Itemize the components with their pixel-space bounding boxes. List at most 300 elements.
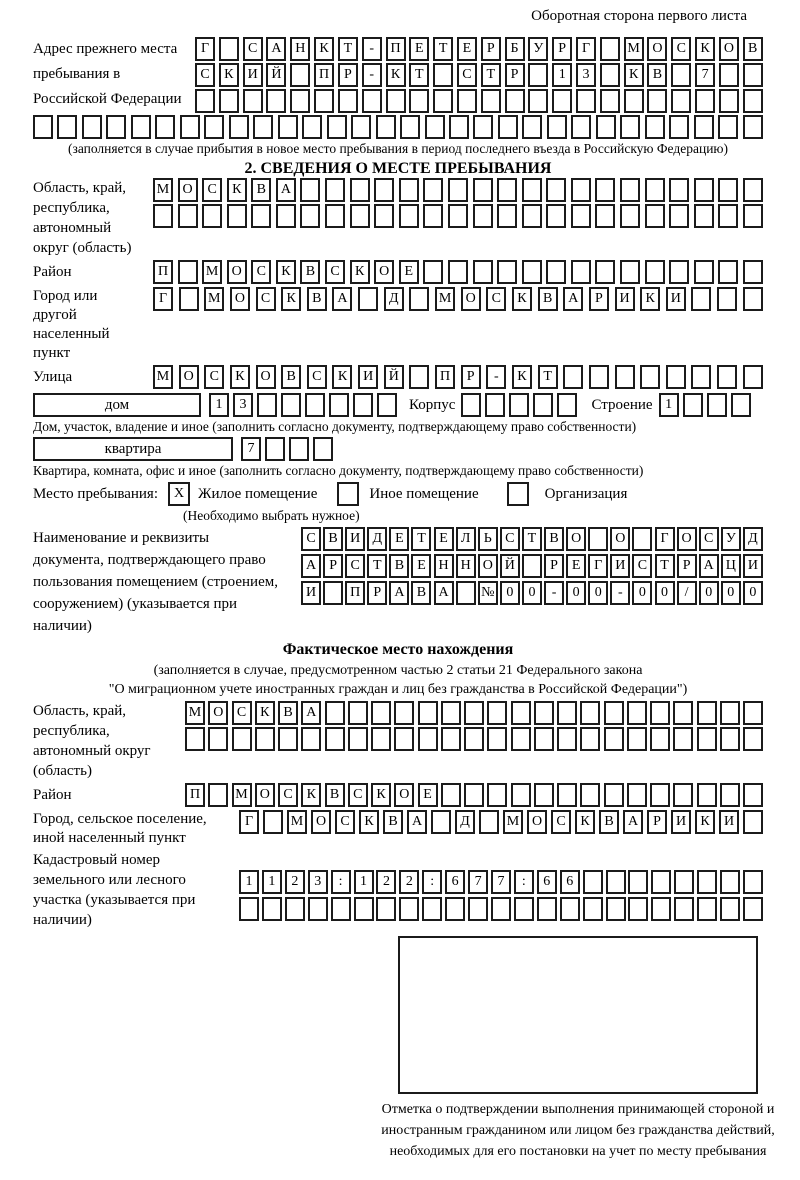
char-cell[interactable] xyxy=(546,260,566,284)
char-cell[interactable]: Г xyxy=(153,287,173,311)
char-cell[interactable] xyxy=(422,897,442,921)
char-cell[interactable]: К xyxy=(695,37,715,61)
char-cell[interactable] xyxy=(399,178,419,202)
char-cell[interactable]: В xyxy=(743,37,763,61)
char-cell[interactable] xyxy=(106,115,126,139)
char-cell[interactable]: 2 xyxy=(285,870,305,894)
char-cell[interactable]: О xyxy=(179,365,199,389)
char-cell[interactable] xyxy=(511,701,531,725)
char-cell[interactable] xyxy=(650,783,670,807)
char-cell[interactable]: 0 xyxy=(632,581,652,605)
char-cell[interactable] xyxy=(691,287,711,311)
char-cell[interactable]: С xyxy=(671,37,691,61)
char-cell[interactable] xyxy=(669,115,689,139)
char-cell[interactable]: О xyxy=(527,810,547,834)
char-cell[interactable]: И xyxy=(666,287,686,311)
char-cell[interactable]: : xyxy=(331,870,351,894)
char-cell[interactable] xyxy=(473,204,493,228)
char-cell[interactable] xyxy=(409,89,429,113)
char-cell[interactable] xyxy=(350,204,370,228)
char-cell[interactable]: Р xyxy=(677,554,697,578)
char-cell[interactable] xyxy=(208,727,228,751)
char-cell[interactable] xyxy=(743,810,763,834)
char-cell[interactable] xyxy=(479,810,499,834)
char-cell[interactable] xyxy=(650,701,670,725)
char-cell[interactable] xyxy=(528,89,548,113)
char-cell[interactable] xyxy=(720,870,740,894)
char-cell[interactable] xyxy=(694,260,714,284)
char-cell[interactable] xyxy=(155,115,175,139)
char-cell[interactable]: 0 xyxy=(566,581,586,605)
char-cell[interactable]: К xyxy=(281,287,301,311)
char-cell[interactable]: 0 xyxy=(743,581,763,605)
char-cell[interactable] xyxy=(743,897,763,921)
char-cell[interactable] xyxy=(697,783,717,807)
char-cell[interactable]: Н xyxy=(434,554,454,578)
char-cell[interactable]: С xyxy=(632,554,652,578)
char-cell[interactable]: 7 xyxy=(468,870,488,894)
char-cell[interactable] xyxy=(651,897,671,921)
char-cell[interactable]: 6 xyxy=(445,870,465,894)
char-cell[interactable] xyxy=(329,393,349,417)
char-cell[interactable] xyxy=(348,727,368,751)
char-cell[interactable]: Ь xyxy=(478,527,498,551)
char-cell[interactable]: 2 xyxy=(399,870,419,894)
char-cell[interactable]: Т xyxy=(655,554,675,578)
char-cell[interactable] xyxy=(423,178,443,202)
char-cell[interactable] xyxy=(673,727,693,751)
char-cell[interactable]: В xyxy=(383,810,403,834)
char-cell[interactable]: В xyxy=(251,178,271,202)
char-cell[interactable] xyxy=(325,701,345,725)
char-cell[interactable] xyxy=(620,178,640,202)
char-cell[interactable] xyxy=(580,783,600,807)
char-cell[interactable] xyxy=(717,287,737,311)
char-cell[interactable]: 0 xyxy=(721,581,741,605)
char-cell[interactable] xyxy=(464,727,484,751)
char-cell[interactable] xyxy=(487,727,507,751)
char-cell[interactable]: П xyxy=(185,783,205,807)
char-cell[interactable] xyxy=(743,204,763,228)
char-cell[interactable]: Е xyxy=(411,554,431,578)
char-cell[interactable]: М xyxy=(624,37,644,61)
char-cell[interactable] xyxy=(511,727,531,751)
char-cell[interactable] xyxy=(57,115,77,139)
char-cell[interactable] xyxy=(302,115,322,139)
char-cell[interactable] xyxy=(588,527,608,551)
char-cell[interactable]: С xyxy=(301,527,321,551)
char-cell[interactable] xyxy=(431,810,451,834)
char-cell[interactable] xyxy=(33,115,53,139)
char-cell[interactable]: : xyxy=(514,870,534,894)
char-cell[interactable]: С xyxy=(325,260,345,284)
char-cell[interactable]: Д xyxy=(455,810,475,834)
char-cell[interactable]: О xyxy=(566,527,586,551)
char-cell[interactable]: С xyxy=(256,287,276,311)
char-cell[interactable]: П xyxy=(386,37,406,61)
char-cell[interactable] xyxy=(624,89,644,113)
char-cell[interactable]: № xyxy=(478,581,498,605)
char-cell[interactable] xyxy=(522,204,542,228)
char-cell[interactable] xyxy=(485,393,505,417)
char-cell[interactable]: Е xyxy=(389,527,409,551)
char-cell[interactable]: К xyxy=(512,287,532,311)
char-cell[interactable] xyxy=(589,365,609,389)
char-cell[interactable]: О xyxy=(719,37,739,61)
char-cell[interactable] xyxy=(719,89,739,113)
char-cell[interactable]: В xyxy=(325,783,345,807)
char-cell[interactable] xyxy=(694,115,714,139)
char-cell[interactable] xyxy=(376,115,396,139)
char-cell[interactable]: : xyxy=(422,870,442,894)
char-cell[interactable]: Н xyxy=(456,554,476,578)
char-cell[interactable]: У xyxy=(528,37,548,61)
char-cell[interactable]: Й xyxy=(266,63,286,87)
char-cell[interactable] xyxy=(719,63,739,87)
char-cell[interactable]: С xyxy=(335,810,355,834)
char-cell[interactable]: А xyxy=(563,287,583,311)
char-cell[interactable]: В xyxy=(278,701,298,725)
char-cell[interactable] xyxy=(645,204,665,228)
char-cell[interactable]: 0 xyxy=(500,581,520,605)
char-cell[interactable]: Р xyxy=(461,365,481,389)
char-cell[interactable] xyxy=(358,287,378,311)
char-cell[interactable] xyxy=(600,37,620,61)
char-cell[interactable] xyxy=(487,701,507,725)
char-cell[interactable]: И xyxy=(301,581,321,605)
char-cell[interactable] xyxy=(514,897,534,921)
char-cell[interactable]: И xyxy=(671,810,691,834)
char-cell[interactable] xyxy=(219,89,239,113)
char-cell[interactable] xyxy=(263,810,283,834)
char-cell[interactable] xyxy=(563,365,583,389)
char-cell[interactable] xyxy=(557,393,577,417)
char-cell[interactable]: К xyxy=(230,365,250,389)
char-cell[interactable]: - xyxy=(486,365,506,389)
char-cell[interactable] xyxy=(720,701,740,725)
char-cell[interactable] xyxy=(376,897,396,921)
char-cell[interactable] xyxy=(232,727,252,751)
char-cell[interactable]: В xyxy=(281,365,301,389)
char-cell[interactable]: Р xyxy=(481,37,501,61)
char-cell[interactable] xyxy=(743,178,763,202)
char-cell[interactable] xyxy=(557,701,577,725)
char-cell[interactable]: С xyxy=(551,810,571,834)
char-cell[interactable] xyxy=(255,727,275,751)
char-cell[interactable] xyxy=(583,870,603,894)
char-cell[interactable] xyxy=(595,204,615,228)
char-cell[interactable]: С xyxy=(251,260,271,284)
char-cell[interactable] xyxy=(400,115,420,139)
char-cell[interactable]: 2 xyxy=(376,870,396,894)
char-cell[interactable] xyxy=(185,727,205,751)
char-cell[interactable] xyxy=(285,897,305,921)
char-cell[interactable] xyxy=(362,89,382,113)
char-cell[interactable] xyxy=(533,393,553,417)
char-cell[interactable]: М xyxy=(202,260,222,284)
char-cell[interactable]: О xyxy=(255,783,275,807)
char-cell[interactable] xyxy=(327,115,347,139)
char-cell[interactable] xyxy=(743,287,763,311)
char-cell[interactable] xyxy=(743,115,763,139)
char-cell[interactable]: Г xyxy=(239,810,259,834)
char-cell[interactable] xyxy=(308,897,328,921)
char-cell[interactable] xyxy=(350,178,370,202)
char-cell[interactable]: Р xyxy=(589,287,609,311)
char-cell[interactable]: Г xyxy=(588,554,608,578)
char-cell[interactable]: С xyxy=(202,178,222,202)
char-cell[interactable]: С xyxy=(243,37,263,61)
char-cell[interactable]: Е xyxy=(399,260,419,284)
char-cell[interactable] xyxy=(647,89,667,113)
char-cell[interactable] xyxy=(227,204,247,228)
char-cell[interactable] xyxy=(743,783,763,807)
char-cell[interactable]: К xyxy=(255,701,275,725)
char-cell[interactable]: Т xyxy=(338,37,358,61)
char-cell[interactable] xyxy=(743,701,763,725)
char-cell[interactable]: М xyxy=(435,287,455,311)
char-cell[interactable] xyxy=(673,701,693,725)
char-cell[interactable] xyxy=(441,783,461,807)
char-cell[interactable]: Р xyxy=(338,63,358,87)
char-cell[interactable]: К xyxy=(219,63,239,87)
char-cell[interactable] xyxy=(399,897,419,921)
char-cell[interactable] xyxy=(253,115,273,139)
char-cell[interactable] xyxy=(627,727,647,751)
char-cell[interactable] xyxy=(718,260,738,284)
char-cell[interactable]: 1 xyxy=(239,870,259,894)
char-cell[interactable]: О xyxy=(227,260,247,284)
char-cell[interactable] xyxy=(473,260,493,284)
char-cell[interactable]: К xyxy=(359,810,379,834)
char-cell[interactable] xyxy=(464,701,484,725)
char-cell[interactable]: В xyxy=(647,63,667,87)
char-cell[interactable] xyxy=(473,115,493,139)
char-cell[interactable] xyxy=(399,204,419,228)
char-cell[interactable]: К xyxy=(371,783,391,807)
char-cell[interactable]: К xyxy=(301,783,321,807)
char-cell[interactable] xyxy=(276,204,296,228)
char-cell[interactable] xyxy=(473,178,493,202)
char-cell[interactable] xyxy=(697,897,717,921)
char-cell[interactable]: К xyxy=(350,260,370,284)
char-cell[interactable] xyxy=(348,701,368,725)
char-cell[interactable] xyxy=(528,63,548,87)
char-cell[interactable] xyxy=(557,727,577,751)
char-cell[interactable] xyxy=(743,365,763,389)
char-cell[interactable]: С xyxy=(204,365,224,389)
char-cell[interactable]: Б xyxy=(505,37,525,61)
char-cell[interactable]: Т xyxy=(411,527,431,551)
char-cell[interactable]: 6 xyxy=(560,870,580,894)
char-cell[interactable] xyxy=(497,204,517,228)
char-cell[interactable]: Ц xyxy=(721,554,741,578)
char-cell[interactable]: В xyxy=(599,810,619,834)
char-cell[interactable]: М xyxy=(185,701,205,725)
char-cell[interactable]: И xyxy=(610,554,630,578)
char-cell[interactable] xyxy=(449,115,469,139)
char-cell[interactable] xyxy=(131,115,151,139)
char-cell[interactable]: Р xyxy=(647,810,667,834)
char-cell[interactable] xyxy=(445,897,465,921)
char-cell[interactable]: - xyxy=(610,581,630,605)
char-cell[interactable] xyxy=(351,115,371,139)
char-cell[interactable]: И xyxy=(358,365,378,389)
char-cell[interactable] xyxy=(418,701,438,725)
char-cell[interactable]: О xyxy=(230,287,250,311)
char-cell[interactable] xyxy=(204,115,224,139)
char-cell[interactable] xyxy=(374,204,394,228)
char-cell[interactable]: К xyxy=(695,810,715,834)
char-cell[interactable] xyxy=(290,63,310,87)
char-cell[interactable] xyxy=(666,365,686,389)
char-cell[interactable]: С xyxy=(195,63,215,87)
char-cell[interactable]: Й xyxy=(384,365,404,389)
char-cell[interactable] xyxy=(425,115,445,139)
char-cell[interactable]: Д xyxy=(743,527,763,551)
char-cell[interactable]: К xyxy=(624,63,644,87)
char-cell[interactable]: М xyxy=(153,365,173,389)
char-cell[interactable] xyxy=(265,437,285,461)
char-cell[interactable]: Г xyxy=(195,37,215,61)
char-cell[interactable] xyxy=(229,115,249,139)
char-cell[interactable] xyxy=(289,437,309,461)
char-cell[interactable] xyxy=(433,63,453,87)
char-cell[interactable] xyxy=(718,204,738,228)
char-cell[interactable] xyxy=(481,89,501,113)
char-cell[interactable]: М xyxy=(204,287,224,311)
char-cell[interactable] xyxy=(497,178,517,202)
char-cell[interactable]: 1 xyxy=(354,870,374,894)
char-cell[interactable]: С xyxy=(278,783,298,807)
char-cell[interactable] xyxy=(606,897,626,921)
char-cell[interactable]: 0 xyxy=(588,581,608,605)
char-cell[interactable] xyxy=(697,701,717,725)
char-cell[interactable] xyxy=(604,727,624,751)
char-cell[interactable] xyxy=(669,260,689,284)
char-cell[interactable] xyxy=(571,178,591,202)
char-cell[interactable]: Т xyxy=(522,527,542,551)
char-cell[interactable] xyxy=(178,204,198,228)
char-cell[interactable] xyxy=(600,89,620,113)
char-cell[interactable]: И xyxy=(615,287,635,311)
char-cell[interactable] xyxy=(571,260,591,284)
char-cell[interactable]: А xyxy=(332,287,352,311)
char-cell[interactable]: А xyxy=(623,810,643,834)
char-cell[interactable]: П xyxy=(314,63,334,87)
char-cell[interactable] xyxy=(511,783,531,807)
char-cell[interactable] xyxy=(720,897,740,921)
char-cell[interactable] xyxy=(604,701,624,725)
char-cell[interactable] xyxy=(371,701,391,725)
char-cell[interactable] xyxy=(620,260,640,284)
char-cell[interactable]: О xyxy=(478,554,498,578)
char-cell[interactable] xyxy=(671,89,691,113)
char-cell[interactable]: О xyxy=(374,260,394,284)
char-cell[interactable] xyxy=(202,204,222,228)
char-cell[interactable] xyxy=(300,178,320,202)
char-cell[interactable] xyxy=(547,115,567,139)
char-cell[interactable]: К xyxy=(386,63,406,87)
char-cell[interactable]: Г xyxy=(655,527,675,551)
char-cell[interactable]: О xyxy=(394,783,414,807)
char-cell[interactable]: А xyxy=(699,554,719,578)
char-cell[interactable]: 0 xyxy=(655,581,675,605)
char-cell[interactable]: Т xyxy=(481,63,501,87)
char-cell[interactable]: Т xyxy=(367,554,387,578)
char-cell[interactable]: 3 xyxy=(576,63,596,87)
char-cell[interactable]: А xyxy=(301,701,321,725)
char-cell[interactable] xyxy=(743,63,763,87)
char-cell[interactable]: Р xyxy=(552,37,572,61)
char-cell[interactable] xyxy=(178,260,198,284)
char-cell[interactable] xyxy=(456,581,476,605)
char-cell[interactable] xyxy=(673,783,693,807)
char-cell[interactable]: О xyxy=(610,527,630,551)
char-cell[interactable] xyxy=(632,527,652,551)
char-cell[interactable]: 3 xyxy=(233,393,253,417)
char-cell[interactable]: 0 xyxy=(522,581,542,605)
char-cell[interactable] xyxy=(651,870,671,894)
char-cell[interactable]: Е xyxy=(566,554,586,578)
char-cell[interactable] xyxy=(697,727,717,751)
char-cell[interactable]: М xyxy=(232,783,252,807)
char-cell[interactable] xyxy=(457,89,477,113)
char-cell[interactable]: О xyxy=(208,701,228,725)
char-cell[interactable]: М xyxy=(153,178,173,202)
char-cell[interactable] xyxy=(377,393,397,417)
char-cell[interactable]: 6 xyxy=(537,870,557,894)
char-cell[interactable] xyxy=(257,393,277,417)
char-cell[interactable]: Р xyxy=(323,554,343,578)
char-cell[interactable] xyxy=(522,554,542,578)
char-cell[interactable]: М xyxy=(287,810,307,834)
char-cell[interactable] xyxy=(423,204,443,228)
char-cell[interactable] xyxy=(537,897,557,921)
char-cell[interactable]: С xyxy=(232,701,252,725)
char-cell[interactable] xyxy=(560,897,580,921)
char-cell[interactable] xyxy=(604,783,624,807)
char-cell[interactable]: С xyxy=(500,527,520,551)
char-cell[interactable]: А xyxy=(407,810,427,834)
char-cell[interactable] xyxy=(674,897,694,921)
char-cell[interactable] xyxy=(331,897,351,921)
char-cell[interactable] xyxy=(179,287,199,311)
char-cell[interactable] xyxy=(82,115,102,139)
char-cell[interactable] xyxy=(278,727,298,751)
char-cell[interactable]: В xyxy=(307,287,327,311)
char-cell[interactable] xyxy=(683,393,703,417)
char-cell[interactable] xyxy=(691,365,711,389)
char-cell[interactable] xyxy=(281,393,301,417)
char-cell[interactable] xyxy=(313,437,333,461)
char-cell[interactable] xyxy=(534,701,554,725)
char-cell[interactable]: В xyxy=(389,554,409,578)
char-cell[interactable]: О xyxy=(461,287,481,311)
char-cell[interactable] xyxy=(606,870,626,894)
char-cell[interactable] xyxy=(498,115,518,139)
char-cell[interactable] xyxy=(697,870,717,894)
char-cell[interactable]: О xyxy=(677,527,697,551)
char-cell[interactable]: Е xyxy=(409,37,429,61)
char-cell[interactable] xyxy=(394,701,414,725)
char-cell[interactable]: Т xyxy=(409,63,429,87)
char-cell[interactable] xyxy=(718,178,738,202)
char-cell[interactable] xyxy=(239,897,259,921)
char-cell[interactable]: П xyxy=(345,581,365,605)
char-cell[interactable] xyxy=(645,178,665,202)
char-cell[interactable] xyxy=(300,204,320,228)
